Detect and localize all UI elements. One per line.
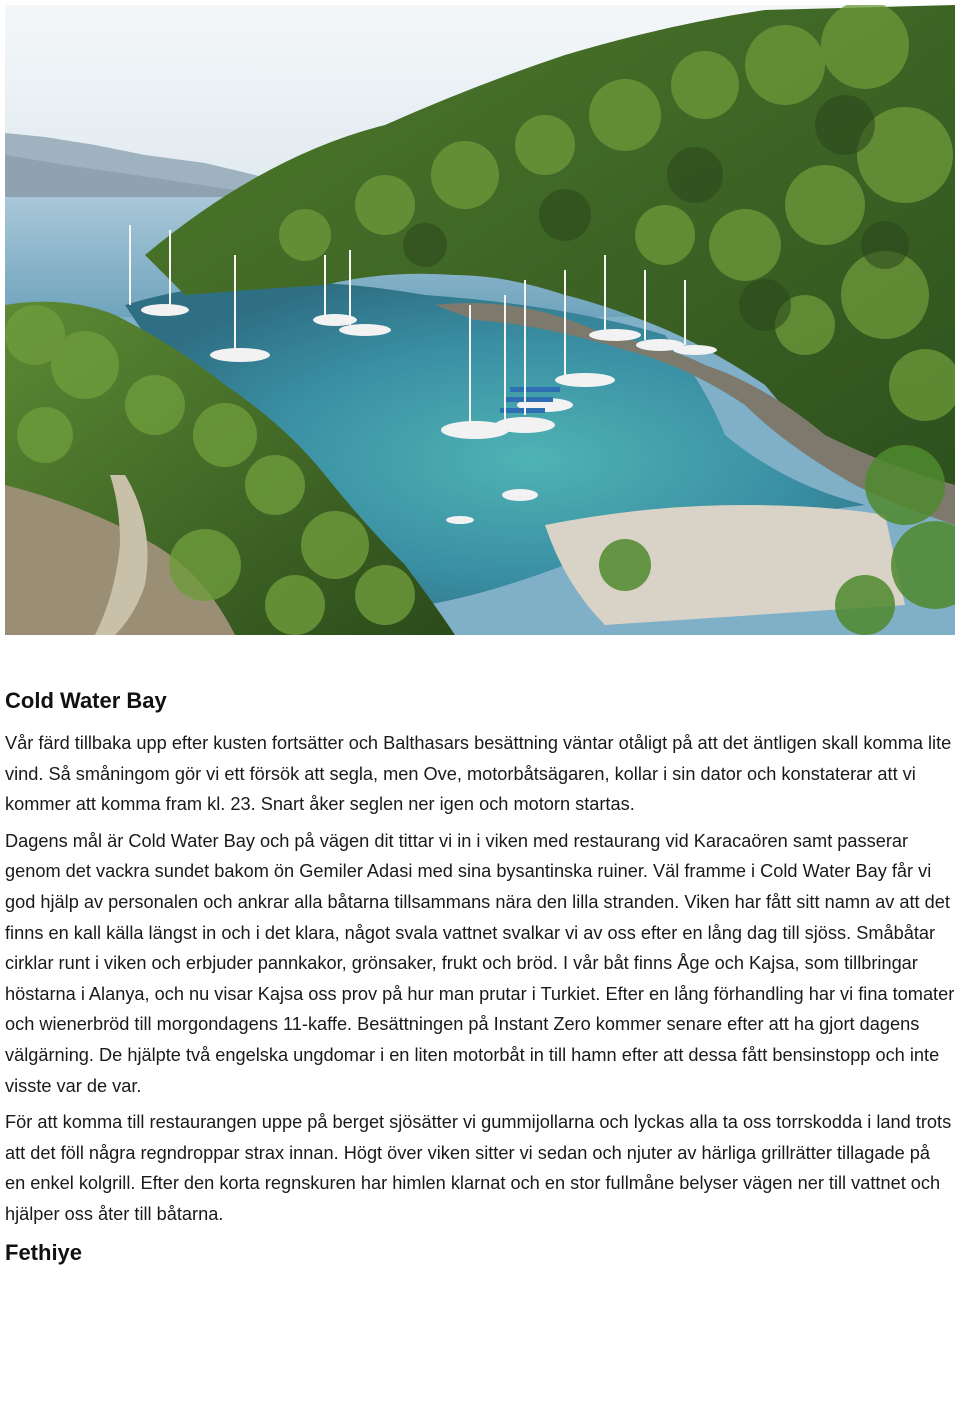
landscape-photo-icon [5, 5, 955, 635]
paragraph-2: Dagens mål är Cold Water Bay och på vägen dit tittar vi in i viken med restaurang vid Karacaören samt passerar genom det vackra sundet bakom ön Gemiler Adasi med sina bysantinska ruiner. Väl framme i Cold Water Bay får vi god hjälp av personalen och ankrar alla båtarna tillsammans nära den lilla stranden. Viken har fått sitt namn av att det finns en kall källa längst in och i det klara, något svala vattnet svalkar vi av oss efter en lång dag till sjöss. Småbåtar cirklar runt i viken och erbjuder pannkakor, grönsaker, frukt och bröd. I vår båt finns Åge och Kajsa, som tillbringar höstarna i Alanya, och nu visar Kajsa oss prov på hur man prutar i Turkiet. Efter en lång förhandling har vi fina tomater och wienerbröd till morgondagens 11-kaffe. Besättningen på Instant Zero kommer senare efter att ha gjort dagens välgärning. De hjälpte två engelska ungdomar i en liten motorbåt in till hamn efter att dessa fått bensinstopp och inte visste var de var. [5, 830, 955, 1096]
article-title: Cold Water Bay [5, 688, 167, 713]
paragraph-3: För att komma till restaurangen uppe på berget sjösätter vi gummijollarna och lyckas alla ta oss torrskodda i land trots att det föll några regndroppar strax innan. Högt över viken sitter vi sedan och njuter av härliga grillrätter tillagade på en enkel kolgrill. Efter den korta regnskuren har himlen klarnat och en stor fullmåne belyser vägen ner till vattnet och hjälper oss åter till båtarna. [5, 1112, 952, 1224]
article [5, 684, 955, 1280]
next-section-title: Fethiye [5, 1239, 83, 1265]
bay-photo [5, 5, 955, 635]
paragraph-1: Vår färd tillbaka upp efter kusten fortsätter och Balthasars besättning väntar otåligt på att det äntligen skall komma lite vind. Så småningom gör vi ett försök att segla, men Ove, motorbåtsägaren, kollar i sin dator och konstaterar att vi kommer att komma fram kl. 23. Snart åker seglen ner igen och motorn startas. [5, 733, 952, 815]
